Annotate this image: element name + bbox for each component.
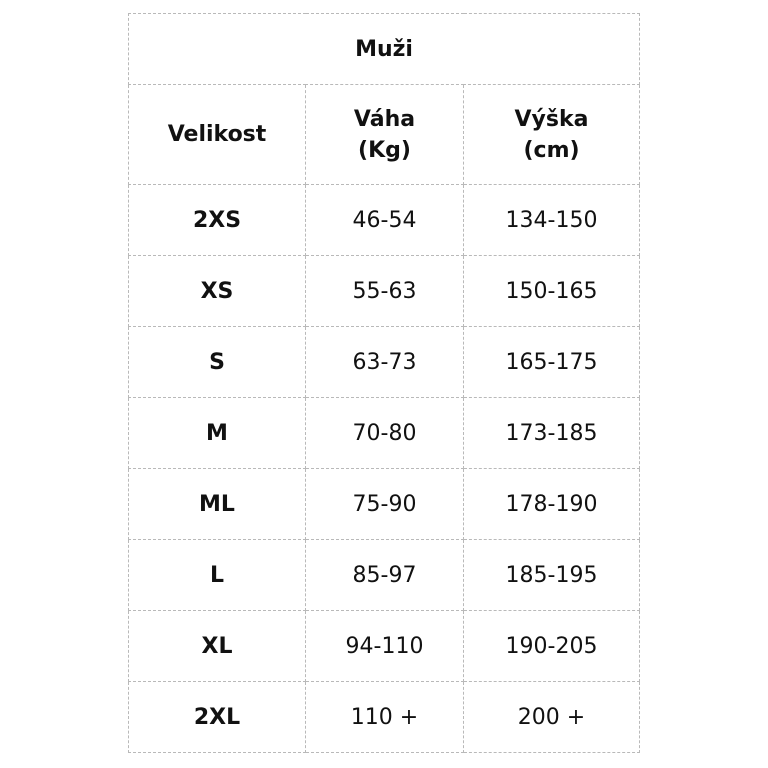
height-cell: 190-205 xyxy=(464,611,640,682)
weight-cell: 63-73 xyxy=(306,327,464,398)
size-cell: XS xyxy=(129,256,306,327)
size-cell: 2XL xyxy=(129,682,306,753)
size-cell: L xyxy=(129,540,306,611)
height-cell: 178-190 xyxy=(464,469,640,540)
weight-cell: 94-110 xyxy=(306,611,464,682)
table-title: Muži xyxy=(129,14,640,85)
header-weight xyxy=(306,85,464,185)
height-cell: 165-175 xyxy=(464,327,640,398)
header-weight-unit: (Kg) xyxy=(358,137,411,163)
height-cell: 134-150 xyxy=(464,185,640,256)
header-height-unit: (cm) xyxy=(523,137,580,163)
weight-cell: 75-90 xyxy=(306,469,464,540)
size-cell: M xyxy=(129,398,306,469)
table-row xyxy=(129,611,640,682)
table-row xyxy=(129,327,640,398)
table-row xyxy=(129,469,640,540)
size-cell: ML xyxy=(129,469,306,540)
header-height xyxy=(464,85,640,185)
weight-cell: 55-63 xyxy=(306,256,464,327)
header-height-label: Výška xyxy=(514,106,589,132)
size-chart-table xyxy=(128,13,640,753)
table-row xyxy=(129,256,640,327)
height-cell: 173-185 xyxy=(464,398,640,469)
height-cell: 200 + xyxy=(464,682,640,753)
weight-cell: 70-80 xyxy=(306,398,464,469)
size-cell: XL xyxy=(129,611,306,682)
table-row xyxy=(129,398,640,469)
weight-cell: 85-97 xyxy=(306,540,464,611)
table-row xyxy=(129,185,640,256)
table-row xyxy=(129,540,640,611)
size-cell: S xyxy=(129,327,306,398)
height-cell: 150-165 xyxy=(464,256,640,327)
weight-cell: 110 + xyxy=(306,682,464,753)
header-weight-label: Váha xyxy=(353,106,416,132)
title-row xyxy=(129,14,640,85)
header-row xyxy=(129,85,640,185)
table-row xyxy=(129,682,640,753)
weight-cell: 46-54 xyxy=(306,185,464,256)
header-size xyxy=(129,85,306,185)
height-cell: 185-195 xyxy=(464,540,640,611)
header-size-label: Velikost xyxy=(167,122,267,147)
size-cell: 2XS xyxy=(129,185,306,256)
